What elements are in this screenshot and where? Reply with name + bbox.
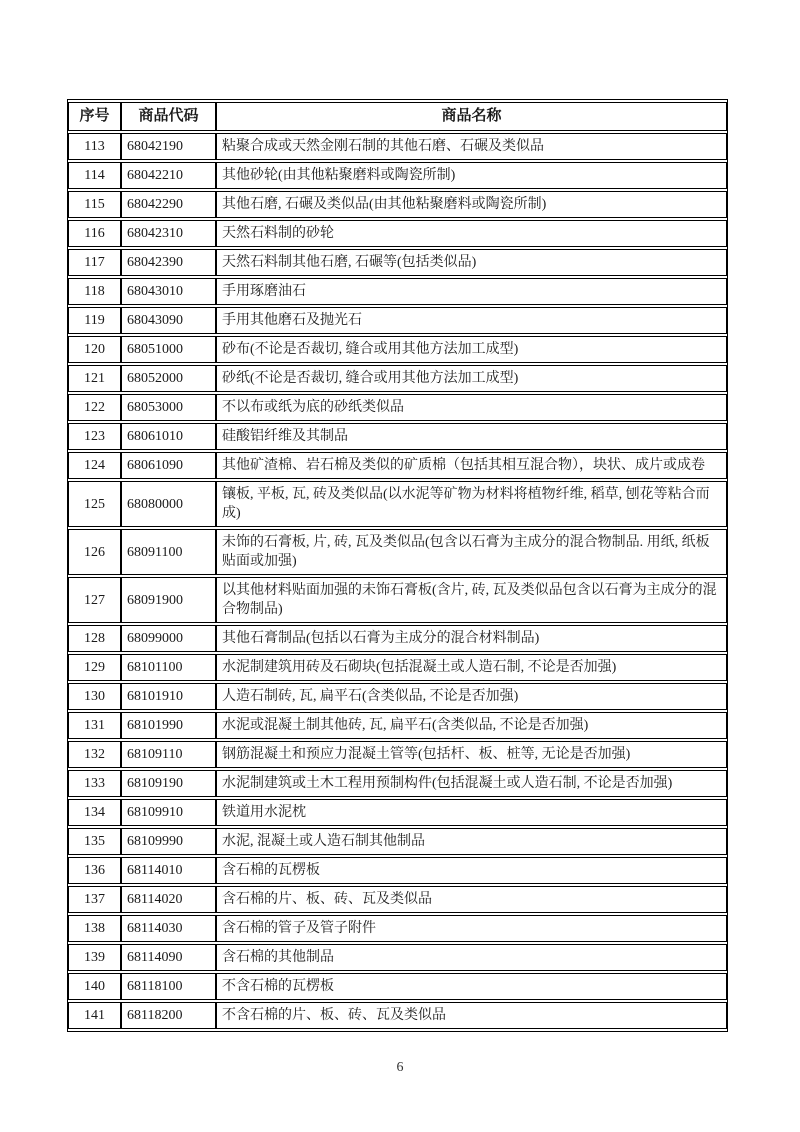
row-index-cell: 141 bbox=[68, 1002, 121, 1029]
row-code-cell: 68114030 bbox=[121, 915, 216, 942]
row-name-cell: 水泥, 混凝土或人造石制其他制品 bbox=[216, 828, 727, 855]
row-name-cell: 镶板, 平板, 瓦, 砖及类似品(以水泥等矿物为材料将植物纤维, 稻草, 刨花等粘合而成) bbox=[216, 481, 727, 527]
table-row bbox=[68, 577, 727, 623]
row-index-cell: 128 bbox=[68, 625, 121, 652]
row-index-cell: 138 bbox=[68, 915, 121, 942]
row-index-cell: 131 bbox=[68, 712, 121, 739]
row-name-cell: 粘聚合成或天然金刚石制的其他石磨、石碾及类似品 bbox=[216, 133, 727, 160]
row-code-cell: 68043010 bbox=[121, 278, 216, 305]
row-index-cell: 119 bbox=[68, 307, 121, 334]
row-name-cell: 未饰的石膏板, 片, 砖, 瓦及类似品(包含以石膏为主成分的混合物制品. 用纸, 纸板贴面或加强) bbox=[216, 529, 727, 575]
row-code-cell: 68118200 bbox=[121, 1002, 216, 1029]
row-code-cell: 68091100 bbox=[121, 529, 216, 575]
table-row bbox=[68, 249, 727, 276]
commodity-table bbox=[67, 99, 728, 1032]
row-index-cell: 130 bbox=[68, 683, 121, 710]
table-header bbox=[68, 102, 727, 131]
row-name-cell: 其他砂轮(由其他粘聚磨料或陶瓷所制) bbox=[216, 162, 727, 189]
row-code-cell: 68042310 bbox=[121, 220, 216, 247]
row-index-cell: 117 bbox=[68, 249, 121, 276]
row-code-cell: 68043090 bbox=[121, 307, 216, 334]
table-header-row bbox=[68, 102, 727, 131]
row-code-cell: 68109910 bbox=[121, 799, 216, 826]
row-code-cell: 68080000 bbox=[121, 481, 216, 527]
row-name-cell: 含石棉的其他制品 bbox=[216, 944, 727, 971]
table-row bbox=[68, 944, 727, 971]
table-row bbox=[68, 915, 727, 942]
table-row bbox=[68, 857, 727, 884]
table-row bbox=[68, 365, 727, 392]
table-row bbox=[68, 799, 727, 826]
row-name-cell: 以其他材料贴面加强的未饰石膏板(含片, 砖, 瓦及类似品包含以石膏为主成分的混合物制品) bbox=[216, 577, 727, 623]
row-code-cell: 68099000 bbox=[121, 625, 216, 652]
table-row bbox=[68, 828, 727, 855]
table-row bbox=[68, 973, 727, 1000]
row-name-cell: 砂纸(不论是否裁切, 缝合或用其他方法加工成型) bbox=[216, 365, 727, 392]
row-index-cell: 122 bbox=[68, 394, 121, 421]
table-row bbox=[68, 712, 727, 739]
row-index-cell: 127 bbox=[68, 577, 121, 623]
table-body bbox=[68, 133, 727, 1029]
table-row bbox=[68, 278, 727, 305]
row-index-cell: 114 bbox=[68, 162, 121, 189]
row-index-cell: 115 bbox=[68, 191, 121, 218]
row-index-cell: 137 bbox=[68, 886, 121, 913]
page-number: 6 bbox=[396, 1060, 404, 1075]
row-name-cell: 手用琢磨油石 bbox=[216, 278, 727, 305]
row-code-cell: 68091900 bbox=[121, 577, 216, 623]
row-index-cell: 124 bbox=[68, 452, 121, 479]
row-index-cell: 118 bbox=[68, 278, 121, 305]
row-name-cell: 手用其他磨石及抛光石 bbox=[216, 307, 727, 334]
table-row bbox=[68, 683, 727, 710]
column-header-index: 序号 bbox=[68, 102, 121, 131]
table-row bbox=[68, 886, 727, 913]
table-row bbox=[68, 452, 727, 479]
row-name-cell: 其他石磨, 石碾及类似品(由其他粘聚磨料或陶瓷所制) bbox=[216, 191, 727, 218]
row-name-cell: 天然石料制其他石磨, 石碾等(包括类似品) bbox=[216, 249, 727, 276]
table-row bbox=[68, 423, 727, 450]
row-name-cell: 含石棉的管子及管子附件 bbox=[216, 915, 727, 942]
column-header-code: 商品代码 bbox=[121, 102, 216, 131]
row-code-cell: 68061010 bbox=[121, 423, 216, 450]
row-index-cell: 123 bbox=[68, 423, 121, 450]
row-code-cell: 68101100 bbox=[121, 654, 216, 681]
table-row bbox=[68, 529, 727, 575]
table-row bbox=[68, 307, 727, 334]
row-code-cell: 68042390 bbox=[121, 249, 216, 276]
row-name-cell: 不含石棉的片、板、砖、瓦及类似品 bbox=[216, 1002, 727, 1029]
row-name-cell: 铁道用水泥枕 bbox=[216, 799, 727, 826]
table-row bbox=[68, 741, 727, 768]
row-name-cell: 其他矿渣棉、岩石棉及类似的矿质棉（包括其相互混合物），块状、成片或成卷 bbox=[216, 452, 727, 479]
row-code-cell: 68114020 bbox=[121, 886, 216, 913]
row-name-cell: 其他石膏制品(包括以石膏为主成分的混合材料制品) bbox=[216, 625, 727, 652]
row-name-cell: 砂布(不论是否裁切, 缝合或用其他方法加工成型) bbox=[216, 336, 727, 363]
row-index-cell: 132 bbox=[68, 741, 121, 768]
table-row bbox=[68, 770, 727, 797]
row-code-cell: 68042190 bbox=[121, 133, 216, 160]
row-index-cell: 139 bbox=[68, 944, 121, 971]
row-code-cell: 68109990 bbox=[121, 828, 216, 855]
row-name-cell: 人造石制砖, 瓦, 扁平石(含类似品, 不论是否加强) bbox=[216, 683, 727, 710]
row-code-cell: 68052000 bbox=[121, 365, 216, 392]
table-row bbox=[68, 162, 727, 189]
row-index-cell: 120 bbox=[68, 336, 121, 363]
row-name-cell: 天然石料制的砂轮 bbox=[216, 220, 727, 247]
table-row bbox=[68, 481, 727, 527]
row-code-cell: 68114010 bbox=[121, 857, 216, 884]
table-row bbox=[68, 1002, 727, 1029]
row-index-cell: 116 bbox=[68, 220, 121, 247]
row-index-cell: 140 bbox=[68, 973, 121, 1000]
row-name-cell: 钢筋混凝土和预应力混凝土管等(包括杆、板、桩等, 无论是否加强) bbox=[216, 741, 727, 768]
row-code-cell: 68101910 bbox=[121, 683, 216, 710]
table-row bbox=[68, 336, 727, 363]
table-row bbox=[68, 133, 727, 160]
row-code-cell: 68042290 bbox=[121, 191, 216, 218]
row-index-cell: 113 bbox=[68, 133, 121, 160]
row-name-cell: 硅酸铝纤维及其制品 bbox=[216, 423, 727, 450]
table-row bbox=[68, 625, 727, 652]
table-row bbox=[68, 394, 727, 421]
row-code-cell: 68053000 bbox=[121, 394, 216, 421]
row-code-cell: 68101990 bbox=[121, 712, 216, 739]
row-index-cell: 126 bbox=[68, 529, 121, 575]
row-index-cell: 125 bbox=[68, 481, 121, 527]
row-name-cell: 含石棉的瓦楞板 bbox=[216, 857, 727, 884]
row-name-cell: 水泥或混凝土制其他砖, 瓦, 扁平石(含类似品, 不论是否加强) bbox=[216, 712, 727, 739]
table-row bbox=[68, 191, 727, 218]
row-index-cell: 121 bbox=[68, 365, 121, 392]
column-header-name: 商品名称 bbox=[216, 102, 727, 131]
table-row bbox=[68, 654, 727, 681]
row-code-cell: 68109110 bbox=[121, 741, 216, 768]
row-code-cell: 68114090 bbox=[121, 944, 216, 971]
row-code-cell: 68109190 bbox=[121, 770, 216, 797]
row-index-cell: 136 bbox=[68, 857, 121, 884]
row-name-cell: 含石棉的片、板、砖、瓦及类似品 bbox=[216, 886, 727, 913]
row-name-cell: 水泥制建筑或土木工程用预制构件(包括混凝土或人造石制, 不论是否加强) bbox=[216, 770, 727, 797]
row-index-cell: 133 bbox=[68, 770, 121, 797]
row-code-cell: 68061090 bbox=[121, 452, 216, 479]
row-code-cell: 68118100 bbox=[121, 973, 216, 1000]
row-index-cell: 134 bbox=[68, 799, 121, 826]
row-index-cell: 129 bbox=[68, 654, 121, 681]
row-code-cell: 68042210 bbox=[121, 162, 216, 189]
table-row bbox=[68, 220, 727, 247]
row-code-cell: 68051000 bbox=[121, 336, 216, 363]
row-name-cell: 不以布或纸为底的砂纸类似品 bbox=[216, 394, 727, 421]
row-index-cell: 135 bbox=[68, 828, 121, 855]
row-name-cell: 水泥制建筑用砖及石砌块(包括混凝土或人造石制, 不论是否加强) bbox=[216, 654, 727, 681]
row-name-cell: 不含石棉的瓦楞板 bbox=[216, 973, 727, 1000]
